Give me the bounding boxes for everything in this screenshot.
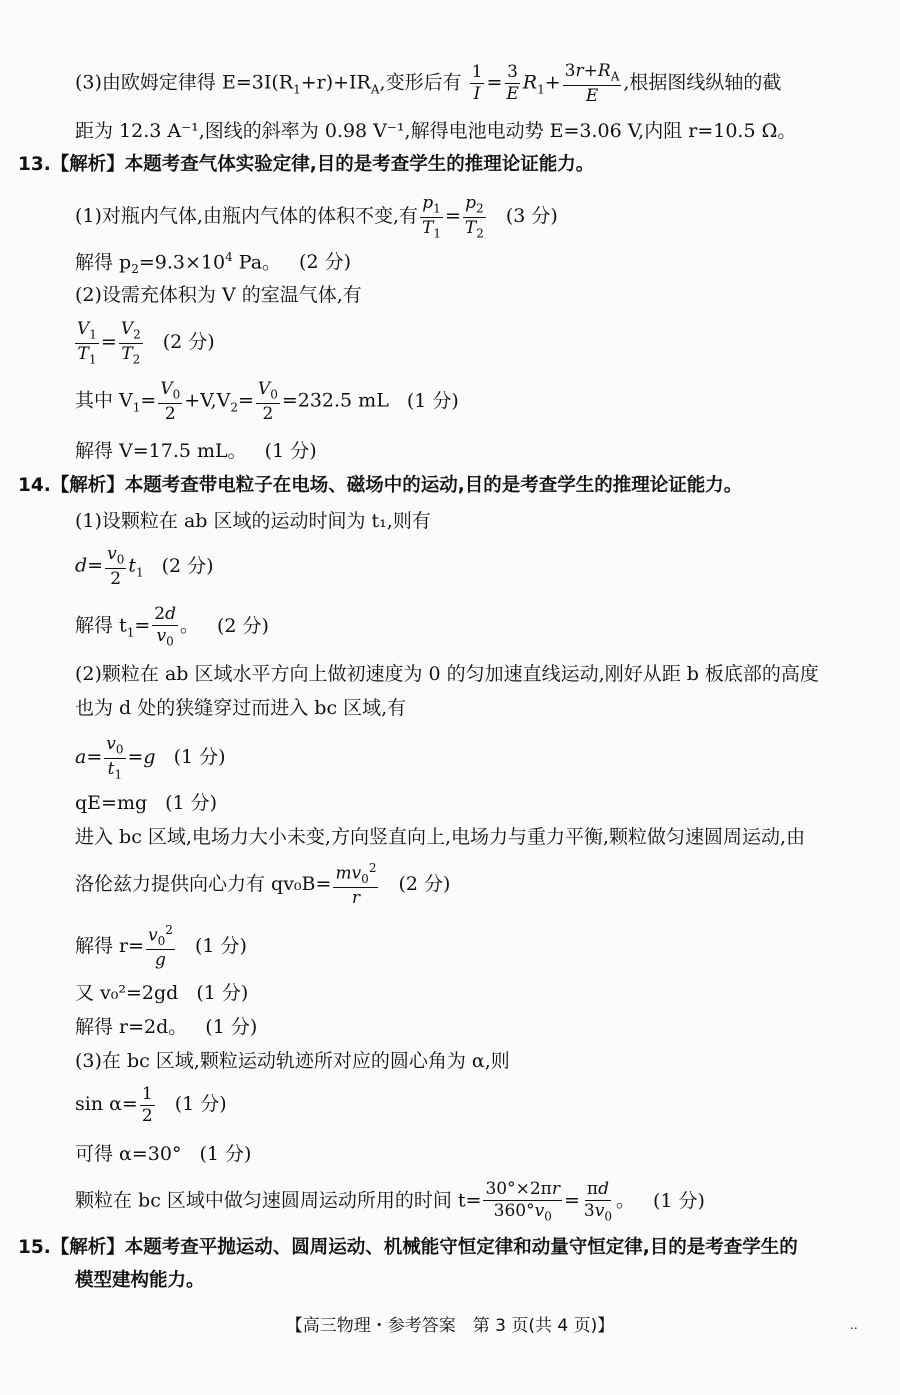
formula-fraction: $\frac{2d}{v_0}$ (154, 604, 176, 649)
points-label: (1 分) (194, 934, 247, 957)
points-label: (1 分) (199, 1143, 252, 1165)
formula-fraction: $\frac{3r+R_A}{E}$ (564, 61, 620, 106)
text-line: (1)对瓶内气体,由瓶内气体的体积不变,有 $\frac{p_1}{T_1}$ = $\frac{p_2}{T_2}$ (3 分) (75, 193, 558, 240)
text-line: 进入 bc 区域,电场力大小未变,方向竖直向上,电场力与重力平衡,颗粒做匀速圆周运动,由 (75, 826, 806, 848)
formula-fraction: $\frac{3}{E}$ (506, 62, 519, 105)
points-label: (1 分) (205, 1016, 258, 1038)
text-line: 也为 d 处的狭缝穿过而进入 bc 区域,有 (75, 697, 407, 719)
formula-fraction: $\frac{V_2}{T_2}$ (120, 319, 141, 366)
text: Pa。 (232, 251, 282, 274)
points-label: (2 分) (299, 251, 351, 274)
section-heading: 14.【解析】本题考查带电粒子在电场、磁场中的运动,目的是考查学生的推理论证能力。 (18, 475, 743, 496)
text: =9.3×10 (138, 251, 226, 274)
text: 解得 r= (75, 934, 145, 957)
formula-fraction: $\frac{30^\circ\times 2\pi r}{360^\circ v_0}$ (485, 1179, 560, 1224)
points-label: (1 分) (196, 982, 249, 1004)
points-label: (1 分) (173, 746, 226, 769)
text: ,根据图线纵轴的截 (623, 71, 782, 94)
text: qE=mg (75, 792, 148, 814)
text-line (75, 440, 317, 463)
text: 解得 r=2d。 (75, 1016, 188, 1038)
text-line: (1)设颗粒在 ab 区域的运动时间为 t₁,则有 (75, 510, 431, 532)
formula-fraction: $\frac{\pi d}{3v_0}$ (583, 1179, 612, 1224)
text: ,变形后有 (379, 71, 462, 94)
section-heading: 13.【解析】本题考查气体实验定律,目的是考查学生的推理论证能力。 (18, 154, 595, 175)
formula-fraction: $\frac{p_1}{T_1}$ (422, 193, 441, 240)
text-line (75, 862, 450, 908)
text-line: 解得 $p_2=9.3\times 10^4$ Pa。 (2 分) (75, 250, 351, 277)
points-label: (2 分) (161, 554, 214, 577)
text-line: 颗粒在 bc 区域中做匀速圆周运动所用的时间 t= $\frac{30^\circ\times 2\pi r}{360^\circ v_0}$ = $\frac{\pi d}{3v_0}$ 。 (1 分) (75, 1179, 705, 1224)
text: 颗粒在 bc 区域中做匀速圆周运动所用的时间 t= (75, 1189, 482, 1212)
text: 可得 α=30° (75, 1143, 182, 1165)
text-line (75, 792, 217, 815)
formula-fraction: $\frac{v_0^2}{g}$ (148, 923, 173, 971)
text-line: (3)在 bc 区域,颗粒运动轨迹所对应的圆心角为 α,则 (75, 1050, 510, 1072)
text: 。 (616, 1189, 636, 1212)
points-label: (2 分) (162, 331, 215, 354)
points-label: (1 分) (653, 1189, 705, 1212)
text: (1)对瓶内气体,由瓶内气体的体积不变,有 (75, 205, 418, 228)
formula-fraction: $\frac{v_0}{t_1}$ (106, 734, 124, 781)
text-line (75, 982, 248, 1005)
page-footer: 【高三物理・参考答案 第 3 页(共 4 页)】 (285, 1316, 615, 1336)
text-line (75, 1016, 257, 1039)
corner-mark: .. (850, 1318, 858, 1332)
points-label: (3 分) (505, 205, 558, 228)
points-label: (2 分) (398, 872, 451, 895)
formula-fraction: $\frac{1}{I}$ (471, 62, 483, 105)
text: 洛伦兹力提供向心力有 qv₀B= (75, 872, 332, 895)
text-line: d= $\frac{v_0}{2}$ $t_1$ (2 分) (75, 544, 214, 589)
points-label: (1 分) (165, 792, 218, 814)
text-line (75, 924, 247, 970)
section-heading: 模型建构能力。 (75, 1270, 205, 1291)
text-line: 距为 12.3 A⁻¹,图线的斜率为 0.98 V⁻¹,解得电池电动势 E=3.06 V,内阻 r=10.5 Ω。 (75, 120, 797, 142)
text: 解得 t (75, 614, 127, 637)
points-label: (2 分) (216, 614, 269, 637)
points-label: (1 分) (264, 440, 317, 462)
text: 解得 V=17.5 mL。 (75, 440, 247, 462)
text-line: 解得 $t_1=$ $\frac{2d}{v_0}$ 。 (2 分) (75, 604, 269, 649)
text-line: (2)颗粒在 ab 区域水平方向上做初速度为 0 的匀加速直线运动,刚好从距 b 板底部的高度 (75, 663, 819, 685)
formula-fraction: $\frac{V_1}{T_1}$ (77, 319, 97, 366)
points-label: (1 分) (406, 389, 459, 412)
formula-fraction: $\frac{mv_0^2}{r}$ (335, 861, 377, 909)
formula-fraction: $\frac{v_0}{2}$ (107, 544, 125, 589)
text: 解得 p (75, 251, 132, 274)
text: =232.5 mL (281, 389, 389, 412)
text-line: (3)由欧姆定律得 $E=3I(R_1+r)+IR_A$,变形后有 $\frac{1}{I}$ = $\frac{3}{E}$ $R_1+$ $\frac{3r+R_A}{E}$ ,根据图线纵轴的截 (75, 61, 782, 106)
text-line: $\frac{V_1}{T_1}$ = $\frac{V_2}{T_2}$ (2 分) (77, 319, 215, 366)
points-label: (1 分) (174, 1093, 227, 1116)
section-heading: 15.【解析】本题考查平抛运动、圆周运动、机械能守恒定律和动量守恒定律,目的是考查学生的 (18, 1237, 798, 1258)
formula-fraction: $\frac{V_0}{2}$ (257, 379, 278, 424)
formula-fraction: $\frac{V_0}{2}$ (160, 379, 181, 424)
text-line (75, 1085, 227, 1125)
text: +V,V (184, 389, 231, 412)
text-line: 其中 $V_1=$ $\frac{V_0}{2}$ $+V,V_2=$ $\frac{V_0}{2}$ =232.5 mL (1 分) (75, 379, 459, 424)
text: +r)+IR (300, 71, 371, 94)
text: (3)由欧姆定律得 E=3I(R (75, 71, 294, 94)
text: 又 v₀²=2gd (75, 982, 179, 1004)
formula-fraction: $\frac{p_2}{T_2}$ (464, 193, 484, 240)
text: sin α= (75, 1093, 138, 1116)
formula-fraction: $\frac{1}{2}$ (141, 1084, 153, 1126)
text-line: (2)设需充体积为 V 的室温气体,有 (75, 284, 362, 306)
text: 其中 V (75, 389, 133, 412)
text: 。 (179, 614, 199, 637)
text-line: a= $\frac{v_0}{t_1}$ =g (1 分) (75, 734, 226, 781)
text-line (75, 1143, 251, 1166)
